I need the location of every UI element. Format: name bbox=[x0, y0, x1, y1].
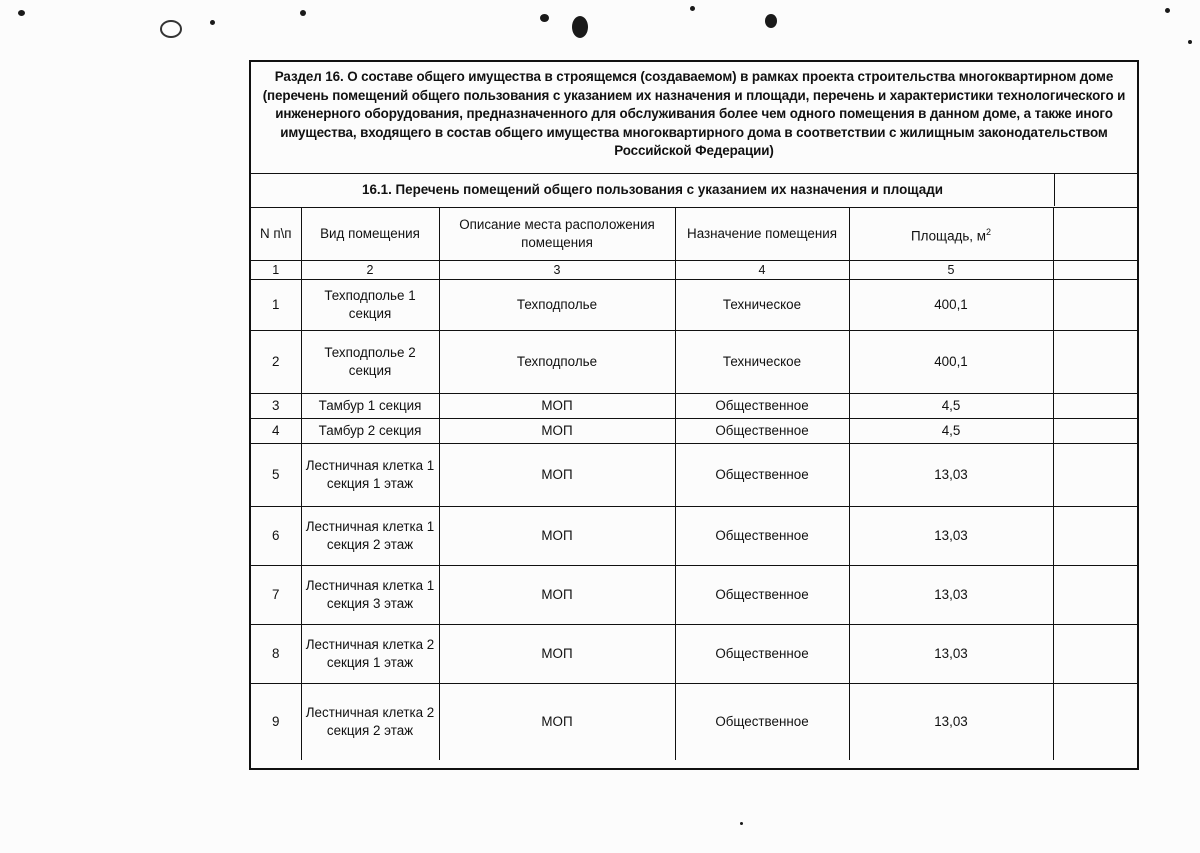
cell-location: Техподполье bbox=[439, 331, 675, 394]
cell-area: 4,5 bbox=[849, 394, 1053, 419]
scan-speck bbox=[18, 10, 25, 16]
cell-kind: Лестничная клетка 1 секция 3 этаж bbox=[301, 566, 439, 625]
cell-area: 13,03 bbox=[849, 566, 1053, 625]
cell-kind: Лестничная клетка 1 секция 2 этаж bbox=[301, 507, 439, 566]
table-row bbox=[251, 419, 1137, 444]
cell-purpose: Общественное bbox=[675, 625, 849, 684]
cell-purpose: Общественное bbox=[675, 684, 849, 761]
cell-location: МОП bbox=[439, 566, 675, 625]
table-row bbox=[251, 684, 1137, 761]
column-number: 4 bbox=[675, 261, 849, 280]
cell-kind: Тамбур 1 секция bbox=[301, 394, 439, 419]
cell-area: 400,1 bbox=[849, 280, 1053, 331]
cell-num: 3 bbox=[251, 394, 301, 419]
table-row bbox=[251, 507, 1137, 566]
header-kind: Вид помещения bbox=[301, 208, 439, 261]
cell-num: 5 bbox=[251, 444, 301, 507]
cell-kind: Техподполье 1 секция bbox=[301, 280, 439, 331]
cell-purpose: Общественное bbox=[675, 394, 849, 419]
cell-area: 13,03 bbox=[849, 507, 1053, 566]
cell-extra bbox=[1053, 566, 1137, 625]
cell-extra bbox=[1053, 684, 1137, 761]
cell-extra bbox=[1053, 280, 1137, 331]
header-area bbox=[849, 208, 1053, 261]
cell-kind: Лестничная клетка 1 секция 1 этаж bbox=[301, 444, 439, 507]
table-row bbox=[251, 444, 1137, 507]
cell-extra bbox=[1053, 625, 1137, 684]
cell-location: МОП bbox=[439, 507, 675, 566]
cell-extra bbox=[1053, 331, 1137, 394]
section-title: Раздел 16. О составе общего имущества в строящемся (создаваемом) в рамках проекта строительства многоквартирном доме (перечень помещений общего пользования с указанием их назначения и площади, перечень и характеристики технологического и инженерного оборудования, предназначенного для обслуживания более чем одного помещения в данном доме, а также иного имущества, входящего в состав общего имущества многоквартирного дома в соответствии с жилищным законодательством Российской Федерации) bbox=[251, 62, 1137, 174]
scan-speck bbox=[765, 14, 777, 28]
scan-speck bbox=[210, 20, 215, 25]
cell-purpose: Общественное bbox=[675, 419, 849, 444]
cell-location: Техподполье bbox=[439, 280, 675, 331]
cell-kind: Лестничная клетка 2 секция 1 этаж bbox=[301, 625, 439, 684]
cell-kind: Техподполье 2 секция bbox=[301, 331, 439, 394]
cell-location: МОП bbox=[439, 419, 675, 444]
cell-num: 4 bbox=[251, 419, 301, 444]
table-row bbox=[251, 280, 1137, 331]
common-property-table bbox=[249, 60, 1139, 770]
scan-speck bbox=[540, 14, 549, 22]
cell-extra bbox=[1053, 394, 1137, 419]
cell-purpose: Техническое bbox=[675, 280, 849, 331]
cell-location: МОП bbox=[439, 444, 675, 507]
cell-area: 13,03 bbox=[849, 625, 1053, 684]
cell-purpose: Общественное bbox=[675, 444, 849, 507]
scan-speck bbox=[300, 10, 306, 16]
cell-num: 1 bbox=[251, 280, 301, 331]
table-row bbox=[251, 566, 1137, 625]
cell-num: 7 bbox=[251, 566, 301, 625]
header-area-sup: 2 bbox=[985, 226, 991, 237]
header-location: Описание места расположения помещения bbox=[439, 208, 675, 261]
cell-num: 8 bbox=[251, 625, 301, 684]
cell-location: МОП bbox=[439, 684, 675, 761]
premises-grid bbox=[251, 208, 1137, 760]
subsection-row bbox=[251, 174, 1137, 208]
scan-speck bbox=[160, 20, 182, 38]
cell-kind: Тамбур 2 секция bbox=[301, 419, 439, 444]
cell-location: МОП bbox=[439, 625, 675, 684]
scan-speck bbox=[1188, 40, 1192, 44]
cell-extra bbox=[1053, 507, 1137, 566]
column-number: 2 bbox=[301, 261, 439, 280]
table-row bbox=[251, 394, 1137, 419]
table-row bbox=[251, 625, 1137, 684]
scan-speck bbox=[1165, 8, 1170, 13]
header-row bbox=[251, 208, 1137, 261]
table-row bbox=[251, 331, 1137, 394]
cell-area: 4,5 bbox=[849, 419, 1053, 444]
cell-num: 9 bbox=[251, 684, 301, 761]
scan-speck bbox=[572, 16, 588, 38]
cell-area: 13,03 bbox=[849, 684, 1053, 761]
column-number: 5 bbox=[849, 261, 1053, 280]
header-extra bbox=[1053, 208, 1137, 261]
header-num: N п\п bbox=[251, 208, 301, 261]
cell-purpose: Техническое bbox=[675, 331, 849, 394]
cell-extra bbox=[1053, 419, 1137, 444]
column-number-row bbox=[251, 261, 1137, 280]
cell-area: 400,1 bbox=[849, 331, 1053, 394]
cell-purpose: Общественное bbox=[675, 507, 849, 566]
cell-num: 6 bbox=[251, 507, 301, 566]
header-purpose: Назначение помещения bbox=[675, 208, 849, 261]
header-area-label: Площадь, м bbox=[911, 228, 986, 244]
subsection-title: 16.1. Перечень помещений общего пользования с указанием их назначения и площади bbox=[251, 174, 1055, 206]
column-number: 3 bbox=[439, 261, 675, 280]
cell-extra bbox=[1053, 444, 1137, 507]
column-number-extra bbox=[1053, 261, 1137, 280]
cell-kind: Лестничная клетка 2 секция 2 этаж bbox=[301, 684, 439, 761]
cell-purpose: Общественное bbox=[675, 566, 849, 625]
column-number: 1 bbox=[251, 261, 301, 280]
scan-speck bbox=[740, 822, 743, 825]
cell-location: МОП bbox=[439, 394, 675, 419]
scan-speck bbox=[690, 6, 695, 11]
cell-area: 13,03 bbox=[849, 444, 1053, 507]
cell-num: 2 bbox=[251, 331, 301, 394]
